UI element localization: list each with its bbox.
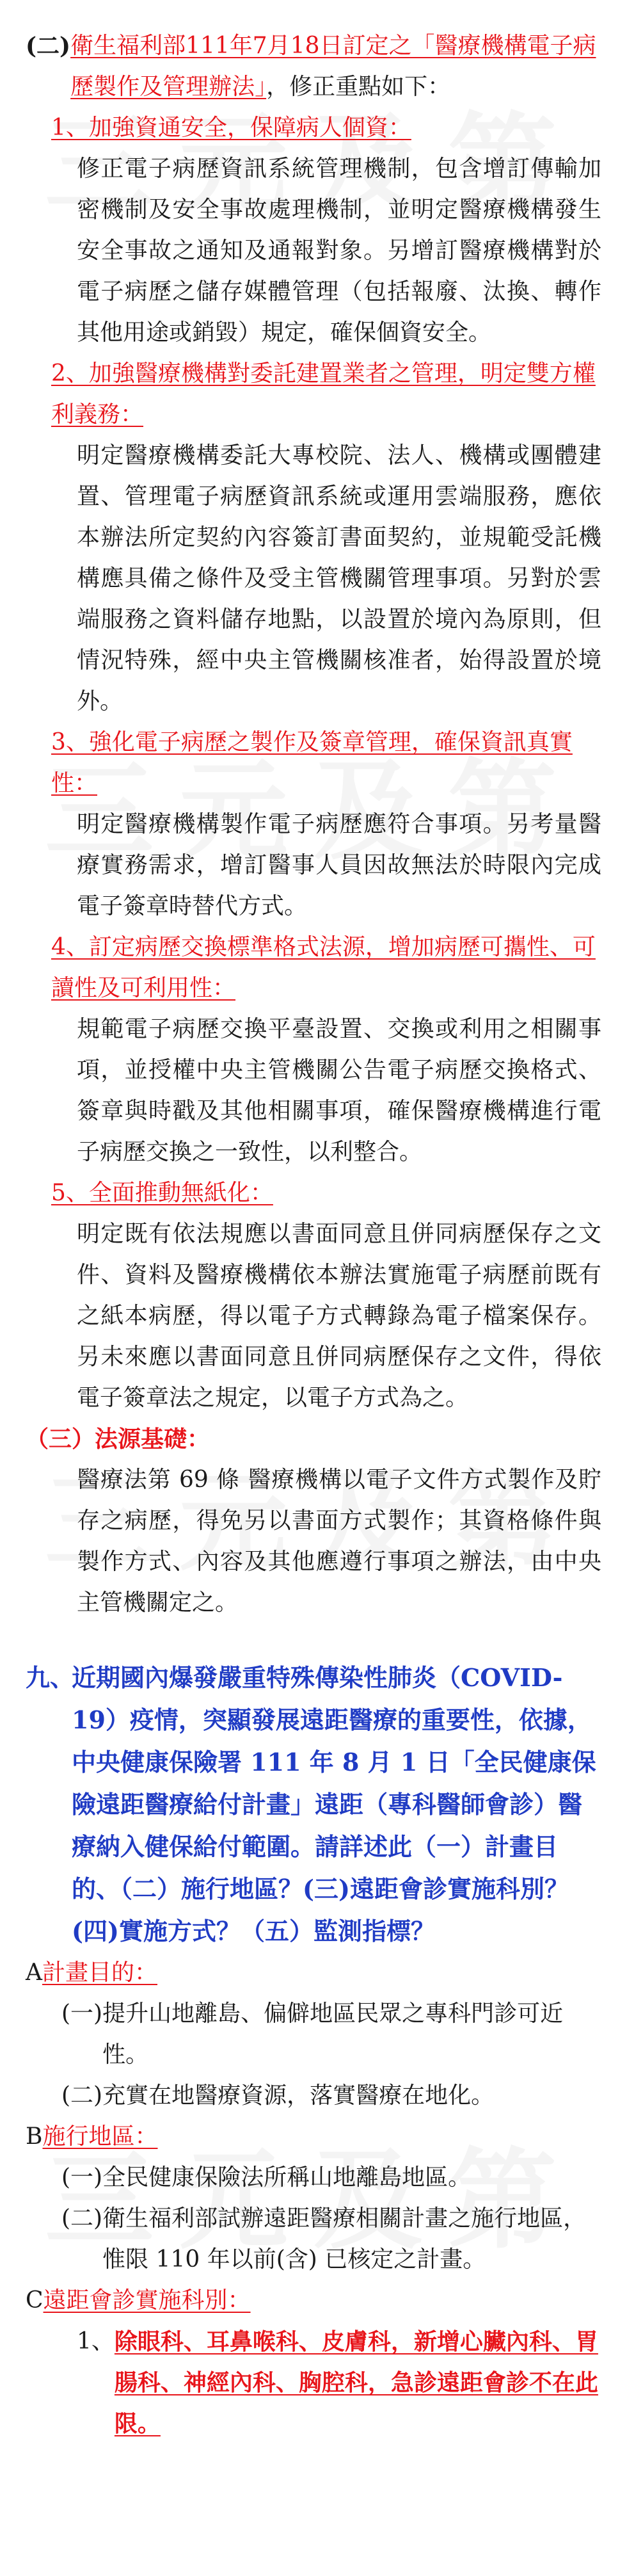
answer-b-title: 施行地區： <box>42 2123 158 2150</box>
point-body: 明定既有依法規應以書面同意且併同病歷保存之文件、資料及醫療機構依本辦法實施電子病歷前既有之紙本病歷，得以電子方式轉錄為電子檔案保存。另未來應以書面同意且併同病歷保存之文件，得依電子簽章法之規定，以電子方式為之。 <box>77 1221 601 1411</box>
point-title: 3、強化電子病歷之製作及簽章管理，確保資訊真實性： <box>51 729 573 796</box>
answer-b-heading <box>26 2116 601 2157</box>
point-title: 2、加強醫療機構對委託建置業者之管理，明定雙方權利義務： <box>51 360 596 428</box>
list-item <box>61 2198 601 2280</box>
item-text: 除眼科、耳鼻喉科、皮膚科，新增心臟內科、胃腸科、神經內科、胸腔科，急診遠距會診不在此限。 <box>114 2328 598 2437</box>
section-two-heading <box>26 26 601 108</box>
item-text: 衛生福利部試辦遠距醫療相關計畫之施行地區，惟限 110 年以前(含) 已核定之計畫。 <box>102 2205 587 2273</box>
item-text: 充實在地醫療資源，落實醫療在地化。 <box>102 2082 495 2109</box>
answer-a-heading <box>26 1952 601 1993</box>
answer-b-letter: B <box>26 2123 43 2150</box>
answer-a-title: 計畫目的： <box>42 1960 158 1986</box>
point-body: 明定醫療機構製作電子病歷應符合事項。另考量醫療實務需求，增訂醫事人員因故無法於時限內完成電子簽章時替代方式。 <box>77 811 601 919</box>
point-title: 5、全面推動無紙化： <box>51 1180 273 1206</box>
point-body: 規範電子病歷交換平臺設置、交換或利用之相關事項，並授權中央主管機關公告電子病歷交換格式、簽章與時戳及其他相關事項，確保醫療機構進行電子病歷交換之一致性，以利整合。 <box>77 1016 601 1165</box>
section-three-heading <box>26 1419 601 1460</box>
regulation-reference: 衛生福利部111年7月18日訂定之「醫療機構電子病歷製作及管理辦法」 <box>70 33 596 100</box>
answer-c-heading <box>26 2280 601 2321</box>
section-three-label: （三） <box>26 1426 95 1453</box>
answer-c-title: 遠距會診實施科別： <box>43 2287 251 2314</box>
item-text: 全民健康保險法所稱山地離島地區。 <box>102 2164 472 2191</box>
list-item <box>61 1993 601 2075</box>
list-item <box>61 2157 601 2198</box>
item-label: 1、 <box>77 2328 115 2355</box>
list-item <box>77 2321 601 2444</box>
question-label: 九、 <box>26 1663 75 1692</box>
point-body: 修正電子病歷資訊系統管理機制，包含增訂傳輸加密機制及安全事故處理機制，並明定醫療機構發生安全事故之通知及通報對象。另增訂醫療機構對於電子病歷之儲存媒體管理（包括報廢、汰換、轉作其他用途或銷毀）規定，確保個資安全。 <box>77 156 601 346</box>
section-three-title: 法源基礎： <box>95 1426 210 1453</box>
item-text: 提升山地離島、偏僻地區民眾之專科門診可近性。 <box>102 2000 564 2068</box>
legal-basis-body: 醫療法第 69 條 醫療機構以電子文件方式製作及貯存之病歷，得免另以書面方式製作；其資格條件與製作方式、內容及其他應遵行事項之辦法，由中央主管機關定之。 <box>77 1467 601 1616</box>
point-body: 明定醫療機構委託大專校院、法人、機構或團體建置、管理電子病歷資訊系統或運用雲端服務，應依本辦法所定契約內容簽訂書面契約，並規範受託機構應具備之條件及受主管機關管理事項。另對於雲端服務之資料儲存地點，以設置於境內為原則，但情況特殊，經中央主管機關核准者，始得設置於境外。 <box>77 442 601 714</box>
item-label: (二) <box>61 2082 103 2109</box>
answer-a-letter: A <box>26 1960 42 1986</box>
section-two-label: (二) <box>26 33 71 60</box>
question-text: 近期國內爆發嚴重特殊傳染性肺炎（COVID-19）疫情，突顯發展遠距醫療的重要性，依據，中央健康保險署 111 年 8 月 1 日「全民健康保險遠距醫療給付計畫」遠距（專科醫師會診）醫療納入健保給付範圍。請詳述此（一）計畫目的、（二）施行地區？(三)遠距會診實施科別？(四)實施方式？（五）監測指標？ <box>72 1663 596 1945</box>
question-nine <box>26 1657 601 1952</box>
list-item <box>61 2075 601 2116</box>
item-label: (一) <box>61 2000 103 2027</box>
point-title: 4、訂定病歷交換標準格式法源，增加病歷可攜性、可讀性及可利用性： <box>51 934 596 1001</box>
point-title: 1、加強資通安全，保障病人個資： <box>51 115 411 141</box>
answer-c-letter: C <box>26 2287 44 2314</box>
item-label: (一) <box>61 2164 103 2191</box>
item-label: (二) <box>61 2205 103 2232</box>
section-two-suffix: ，修正重點如下： <box>266 74 451 100</box>
